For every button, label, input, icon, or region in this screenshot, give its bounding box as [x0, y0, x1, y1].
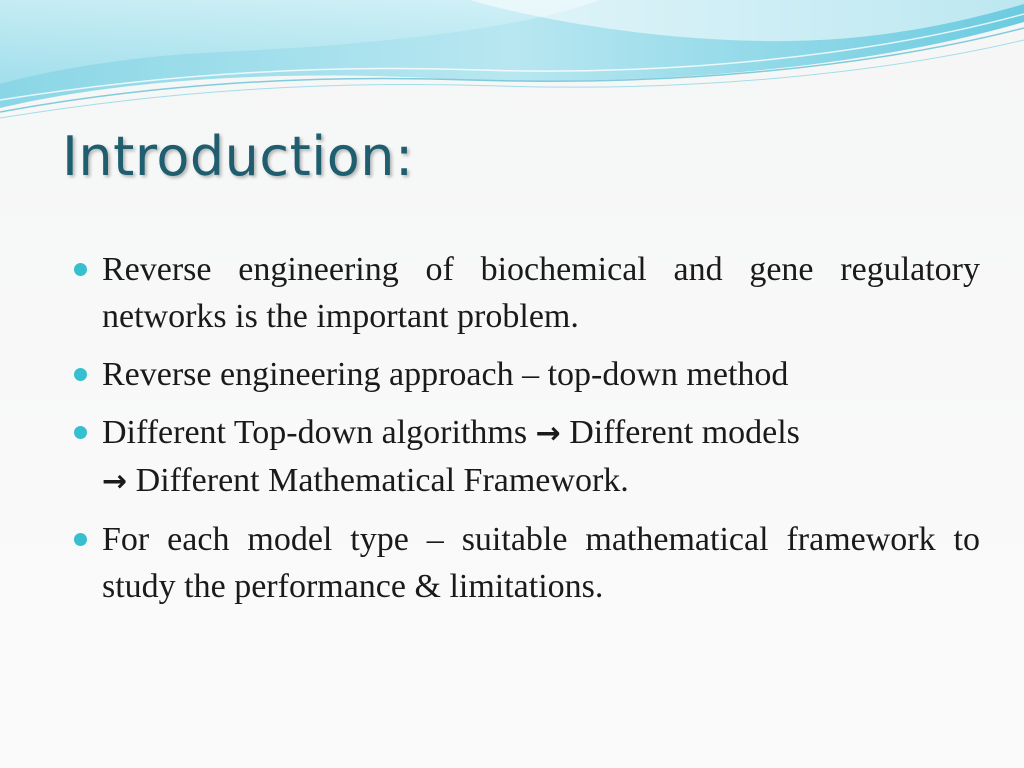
bullet-text-part: Different Top-down algorithms [102, 414, 528, 451]
bullet-text-part: Different models [569, 414, 800, 451]
bullet-marker-icon [74, 263, 87, 276]
bullet-marker-icon [74, 368, 87, 381]
bullet-item [74, 246, 980, 340]
bullet-text: Reverse engineering of biochemical and gene regulatory networks is the important problem. [102, 251, 980, 335]
bullet-marker-icon [74, 426, 87, 439]
bullet-text-part: Different Mathematical Framework. [135, 462, 629, 499]
bullet-item [74, 516, 980, 610]
bullet-list [74, 246, 980, 621]
bullet-item [74, 351, 980, 398]
bullet-text: Reverse engineering approach – top-down method [102, 356, 789, 393]
bullet-marker-icon [74, 533, 87, 546]
right-arrow-icon: → [102, 464, 128, 499]
header-wave-decoration [0, 0, 1024, 130]
slide-title: Introduction: [62, 125, 414, 188]
right-arrow-icon: → [535, 416, 561, 451]
bullet-text: For each model type – suitable mathematical framework to study the performance & limitations. [102, 521, 980, 605]
bullet-item [74, 409, 980, 505]
